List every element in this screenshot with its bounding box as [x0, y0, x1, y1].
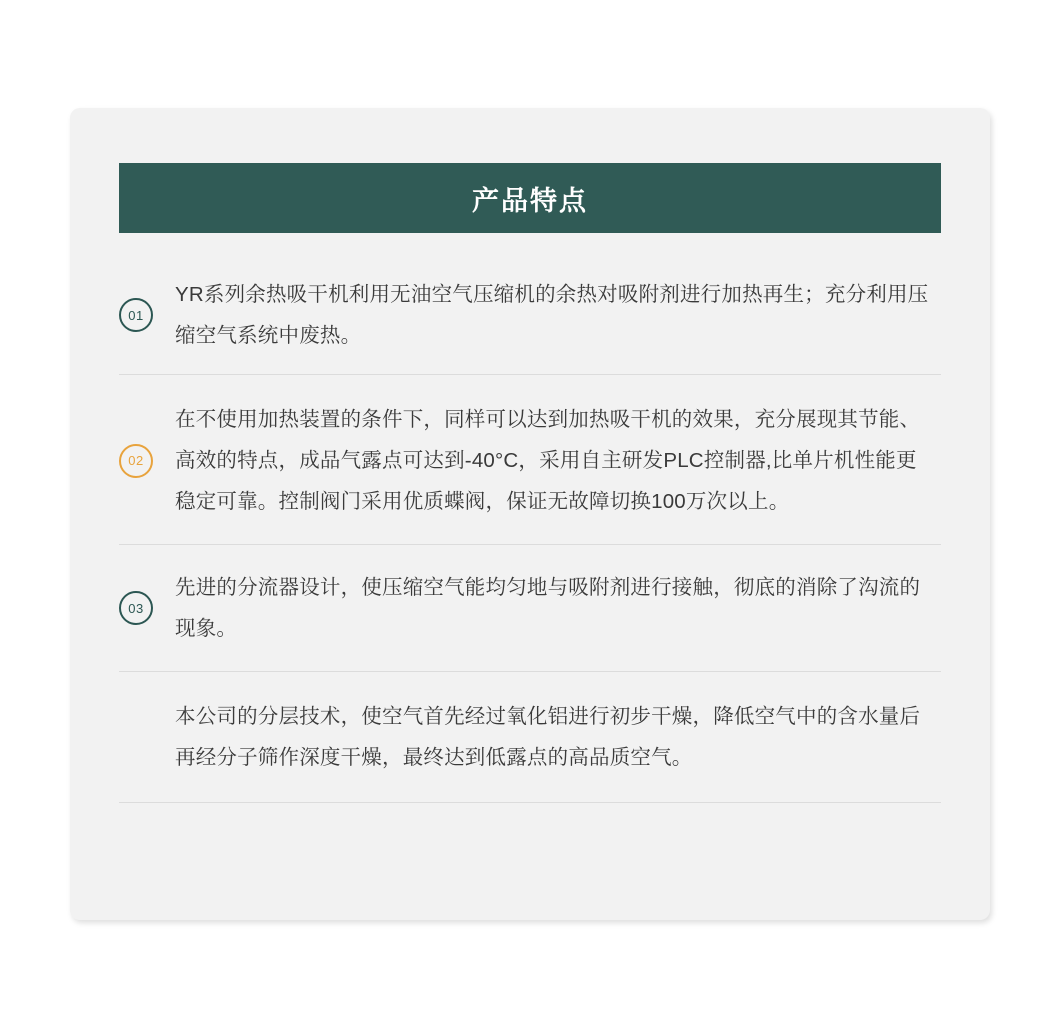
feature-text: 先进的分流器设计，使压缩空气能均匀地与吸附剂进行接触，彻底的消除了沟流的现象。 — [175, 576, 921, 640]
badge-container — [119, 591, 175, 625]
step-number-badge: 01 — [119, 298, 153, 332]
product-features-card — [70, 108, 990, 920]
feature-list — [119, 256, 941, 803]
feature-text: YR系列余热吸干机利用无油空气压缩机的余热对吸附剂进行加热再生；充分利用压缩空气系统中废热。 — [175, 283, 929, 347]
step-number-badge: 02 — [119, 444, 153, 478]
card-header — [119, 163, 941, 233]
list-item — [119, 375, 941, 545]
feature-text: 本公司的分层技术，使空气首先经过氧化铝进行初步干燥，降低空气中的含水量后再经分子筛作深度干燥，最终达到低露点的高品质空气。 — [175, 705, 921, 769]
step-number-badge — [119, 720, 153, 754]
step-number-badge: 03 — [119, 591, 153, 625]
feature-text: 在不使用加热装置的条件下，同样可以达到加热吸干机的效果，充分展现其节能、高效的特点，成品气露点可达到-40°C，采用自主研发PLC控制器,比单片机性能更稳定可靠。控制阀门采用优质蝶阀，保证无故障切换100万次以上。 — [175, 408, 921, 513]
badge-container — [119, 298, 175, 332]
badge-container — [119, 444, 175, 478]
badge-container — [119, 720, 175, 754]
list-item — [119, 672, 941, 803]
list-item — [119, 256, 941, 375]
list-item — [119, 545, 941, 672]
page-title: 产品特点 — [472, 185, 588, 216]
